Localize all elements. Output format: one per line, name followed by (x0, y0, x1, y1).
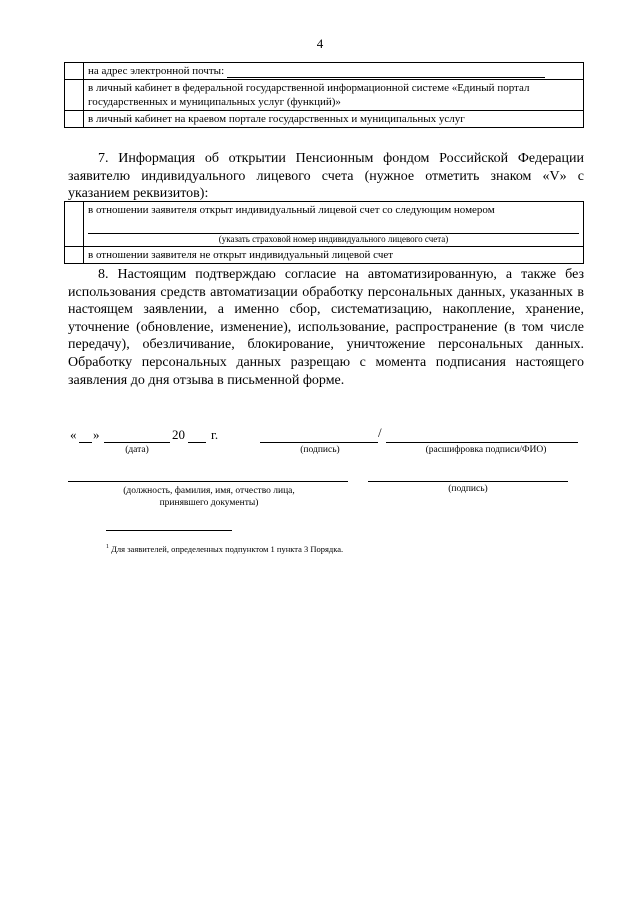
official-caption: (должность, фамилия, имя, отчество лица, принявшего документы) (123, 486, 295, 508)
section-7-text: 7. Информация об открытии Пенсионным фондом Российской Федерации заявителю индивидуального лицевого счета (нужное отметить знаком «V» с указанием реквизитов): (68, 151, 584, 202)
delivery-options-table (64, 62, 584, 128)
account-not-opened-text: в отношении заявителя не открыт индивидуальный лицевой счет (84, 247, 584, 264)
account-opened-row (65, 202, 584, 247)
email-label: на адрес электронной почты: (88, 65, 225, 77)
account-opened-text: в отношении заявителя открыт индивидуальный лицевой счет со следующим номером (88, 204, 495, 216)
footnote (106, 544, 343, 554)
regional-option-text: в личный кабинет на краевом портале государственных и муниципальных услуг (84, 111, 584, 128)
date-day-field[interactable] (79, 442, 92, 443)
account-not-opened-checkbox[interactable] (65, 247, 84, 264)
signature-slash: / (378, 425, 382, 440)
section-8-consent-text: 8. Настоящим подтверждаю согласие на автоматизированную, а также без использования средств автоматизации обработку персональных данных, указанных в настоящем заявлении, а именно сбор, систематизацию, накопление, хранение, уточнение (обновление, изменение), использование, распространение (в том числе передачу), обезличивание, блокирование, уничтожение персональных данных. Обработку персональных данных разрещаю с момента подписания настоящего заявления до дня отзыва в письменной форме. (68, 267, 584, 388)
regional-option-row (65, 111, 584, 128)
epgu-checkbox[interactable] (65, 80, 84, 111)
email-option-row (65, 63, 584, 80)
footnote-mark: 1 (106, 544, 109, 551)
email-field[interactable] (227, 77, 545, 78)
page-number: 4 (316, 36, 324, 51)
snils-field[interactable] (88, 219, 579, 234)
footnote-separator (106, 530, 232, 531)
date-year-field[interactable] (188, 442, 206, 443)
date-year-prefix: 20 (172, 427, 185, 442)
pfr-options-table (64, 201, 584, 264)
applicant-name-field[interactable] (386, 442, 578, 443)
date-month-field[interactable] (104, 442, 170, 443)
account-opened-checkbox[interactable] (65, 202, 84, 247)
date-quote-close: » (93, 427, 100, 442)
official-name-field[interactable] (68, 481, 348, 482)
date-year-suffix: г. (211, 427, 219, 442)
snils-hint: (указать страховой номер индивидуального лицевого счета) (218, 234, 449, 244)
footnote-text: Для заявителей, определенных подпунктом 1 пункта 3 Порядка. (111, 544, 344, 554)
regional-checkbox[interactable] (65, 111, 84, 128)
decode-caption: (расшифровка подписи/ФИО) (425, 445, 547, 455)
epgu-option-text: в личный кабинет в федеральной государственной информационной системе «Единый портал государственных и муниципальных услуг (функций)» (84, 80, 584, 111)
official-signature-caption: (подпись) (448, 484, 488, 494)
epgu-option-row (65, 80, 584, 111)
account-opened-cell (84, 202, 584, 247)
official-signature-field[interactable] (368, 481, 568, 482)
applicant-signature-field[interactable] (260, 442, 378, 443)
signature-caption: (подпись) (300, 445, 340, 455)
date-quote-open: « (70, 427, 77, 442)
date-caption: (дата) (125, 445, 149, 455)
email-checkbox[interactable] (65, 63, 84, 80)
account-not-opened-row (65, 247, 584, 264)
email-option-cell (84, 63, 584, 80)
